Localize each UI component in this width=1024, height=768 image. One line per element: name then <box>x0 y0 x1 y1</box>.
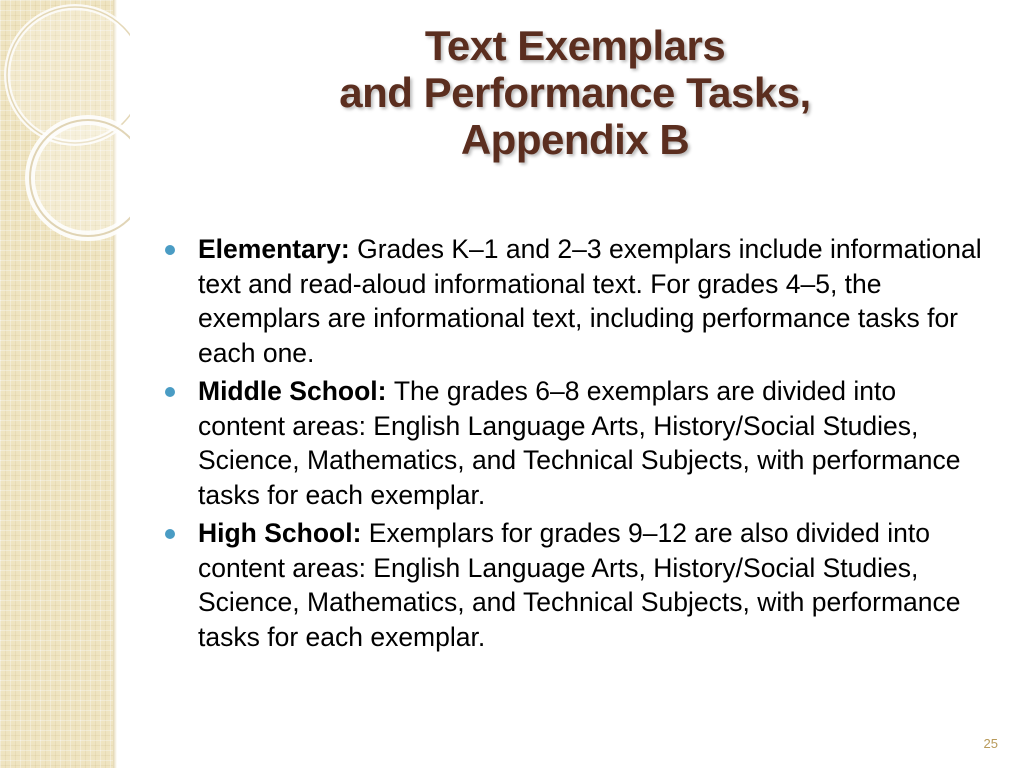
bullet-text: Grades K–1 and 2–3 exemplars include informational text and read-aloud informational text. For grades 4–5, the exemplars are informational text, including performance tasks for each one. <box>198 234 982 368</box>
bullet-text: The grades 6–8 exemplars are divided into content areas: English Language Arts, History/Social Studies, Science, Mathematics, and Technical Subjects, with performance tasks for each exemplar. <box>198 376 961 510</box>
bullet-label: High School: <box>198 518 369 548</box>
bullet-label: Elementary: <box>198 234 358 264</box>
slide-title-line-3: Appendix B <box>460 116 690 164</box>
decorative-rings <box>0 0 130 260</box>
slide-title <box>180 22 970 163</box>
slide-title-line-2: and Performance Tasks, <box>339 69 811 117</box>
page-number: 25 <box>983 736 998 751</box>
bullet-item-elementary <box>165 232 985 370</box>
bullet-item-high-school <box>165 516 985 654</box>
bullet-label: Middle School: <box>198 376 394 406</box>
slide-title-line-1: Text Exemplars <box>424 22 726 69</box>
bullet-item-middle-school <box>165 374 985 512</box>
bullet-text: Exemplars for grades 9–12 are also divided into content areas: English Language Arts, History/Social Studies, Science, Mathematics, and Technical Subjects, with performance tasks for each exemplar. <box>198 518 961 652</box>
bullet-dot-icon <box>165 245 175 255</box>
bullet-dot-icon <box>165 529 175 539</box>
bullet-list <box>165 232 985 658</box>
bullet-dot-icon <box>165 387 175 397</box>
